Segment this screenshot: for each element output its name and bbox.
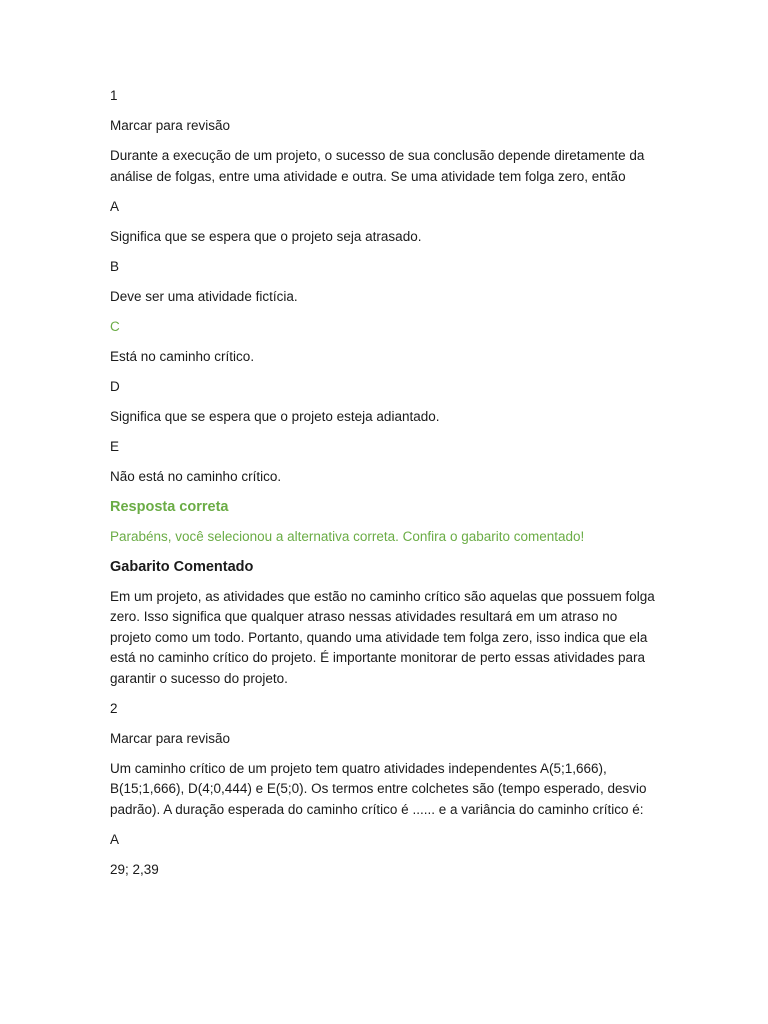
mark-for-review-link[interactable]: Marcar para revisão [110, 118, 231, 133]
question-prompt: Durante a execução de um projeto, o sucesso de sua conclusão depende diretamente da análise de folgas, entre uma atividade e outra. Se uma atividade tem folga zero, então [110, 148, 645, 184]
correct-answer-message: Parabéns, você selecionou a alternativa correta. Confira o gabarito comentado! [110, 528, 585, 544]
question-2 [110, 699, 658, 881]
option-letter-d[interactable]: D [110, 378, 120, 394]
commentary-title: Gabarito Comentado [110, 558, 254, 575]
correct-answer-title: Resposta correta [110, 498, 229, 515]
option-text-e[interactable]: Não está no caminho crítico. [110, 468, 282, 484]
option-letter-a[interactable]: A [110, 831, 120, 847]
option-text-c[interactable]: Está no caminho crítico. [110, 348, 255, 364]
option-text-a[interactable]: 29; 2,39 [110, 861, 159, 877]
question-1 [110, 86, 658, 689]
option-letter-a[interactable]: A [110, 198, 120, 214]
commentary-text: Em um projeto, as atividades que estão no caminho crítico são aquelas que possuem folga zero. Isso significa que qualquer atraso nessas atividades resultará em um atraso no projeto como um todo. Portanto, quando uma atividade tem folga zero, isso indica que ela está no caminho crítico do projeto. É importante monitorar de perto essas atividades para garantir o sucesso do projeto. [110, 588, 655, 686]
question-prompt: Um caminho crítico de um projeto tem quatro atividades independentes A(5;1,666), B(15;1,666), D(4;0,444) e E(5;0). Os termos entre colchetes são (tempo esperado, desvio padrão). A duração esperada do caminho crítico é ...... e a variância do caminho crítico é: [110, 760, 647, 817]
option-letter-b[interactable]: B [110, 258, 120, 274]
option-letter-e[interactable]: E [110, 438, 120, 454]
option-text-b[interactable]: Deve ser uma atividade fictícia. [110, 288, 298, 304]
question-number: 2 [110, 700, 118, 716]
mark-for-review-link[interactable]: Marcar para revisão [110, 730, 231, 746]
question-number: 1 [110, 88, 118, 103]
option-text-d[interactable]: Significa que se espera que o projeto esteja adiantado. [110, 408, 440, 424]
option-letter-c-selected[interactable]: C [110, 318, 120, 334]
option-text-a[interactable]: Significa que se espera que o projeto seja atrasado. [110, 228, 422, 244]
